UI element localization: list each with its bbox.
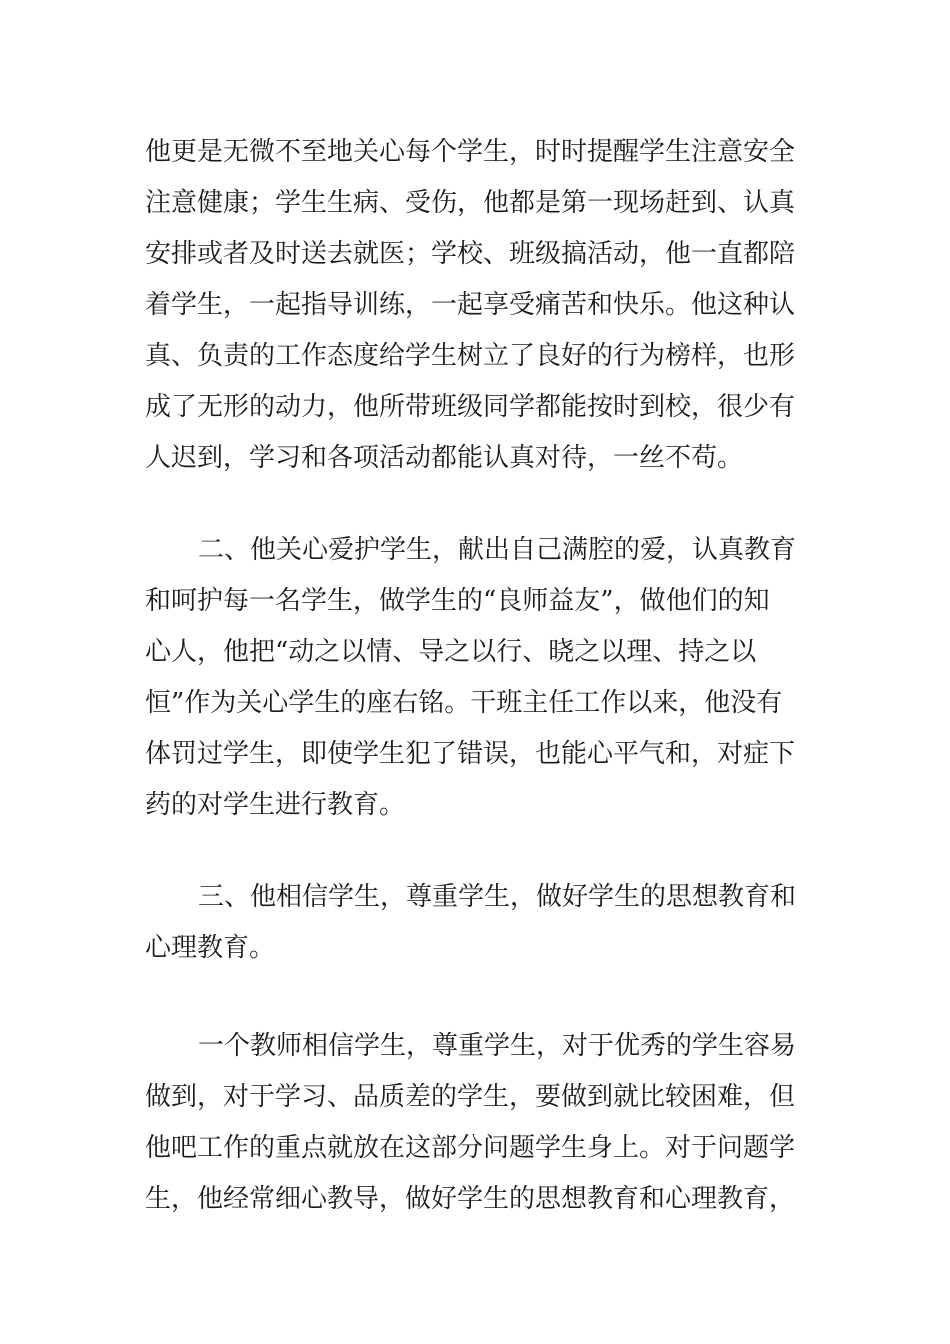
text-line: 生，他经常细心教导，做好学生的思想教育和心理教育， xyxy=(145,1184,796,1214)
text-line: 恒”作为关心学生的座右铭。干班主任工作以来，他没有 xyxy=(145,688,783,718)
text-line: 成了无形的动力，他所带班级同学都能按时到校，很少有 xyxy=(145,392,796,422)
paragraph-section-three xyxy=(145,872,810,974)
text-line: 他吧工作的重点就放在这部分问题学生身上。对于问题学 xyxy=(145,1133,796,1163)
text-line: 三、他相信学生，尊重学生，做好学生的思想教育和 xyxy=(198,882,797,912)
text-line: 做到，对于学习、品质差的学生，要做到就比较困难，但 xyxy=(145,1082,796,1112)
paragraph-section-two xyxy=(145,525,810,831)
text-line: 二、他关心爱护学生，献出自己满腔的爱，认真教育 xyxy=(198,535,797,565)
text-line: 着学生，一起指导训练，一起享受痛苦和快乐。他这种认 xyxy=(145,290,796,320)
text-line: 药的对学生进行教育。 xyxy=(145,790,406,820)
text-line: 安排或者及时送去就医；学校、班级搞活动，他一直都陪 xyxy=(145,239,796,269)
paragraph-trust-students xyxy=(145,1021,810,1225)
text-line: 和呵护每一名学生，做学生的“良师益友”，做他们的知 xyxy=(145,586,770,616)
text-line: 心人，他把“动之以情、导之以行、晓之以理、持之以 xyxy=(145,637,757,667)
text-line: 一个教师相信学生，尊重学生，对于优秀的学生容易 xyxy=(198,1031,797,1061)
text-line: 体罚过学生，即使学生犯了错误，也能心平气和，对症下 xyxy=(145,739,796,769)
text-line: 人迟到，学习和各项活动都能认真对待，一丝不苟。 xyxy=(145,443,744,473)
text-line: 真、负责的工作态度给学生树立了良好的行为榜样，也形 xyxy=(145,341,796,371)
text-line: 心理教育。 xyxy=(145,933,276,963)
text-line: 他更是无微不至地关心每个学生，时时提醒学生注意安全 xyxy=(145,137,796,167)
text-line: 注意健康；学生生病、受伤，他都是第一现场赶到、认真 xyxy=(145,188,796,218)
paragraph-care-for-students xyxy=(145,127,810,484)
